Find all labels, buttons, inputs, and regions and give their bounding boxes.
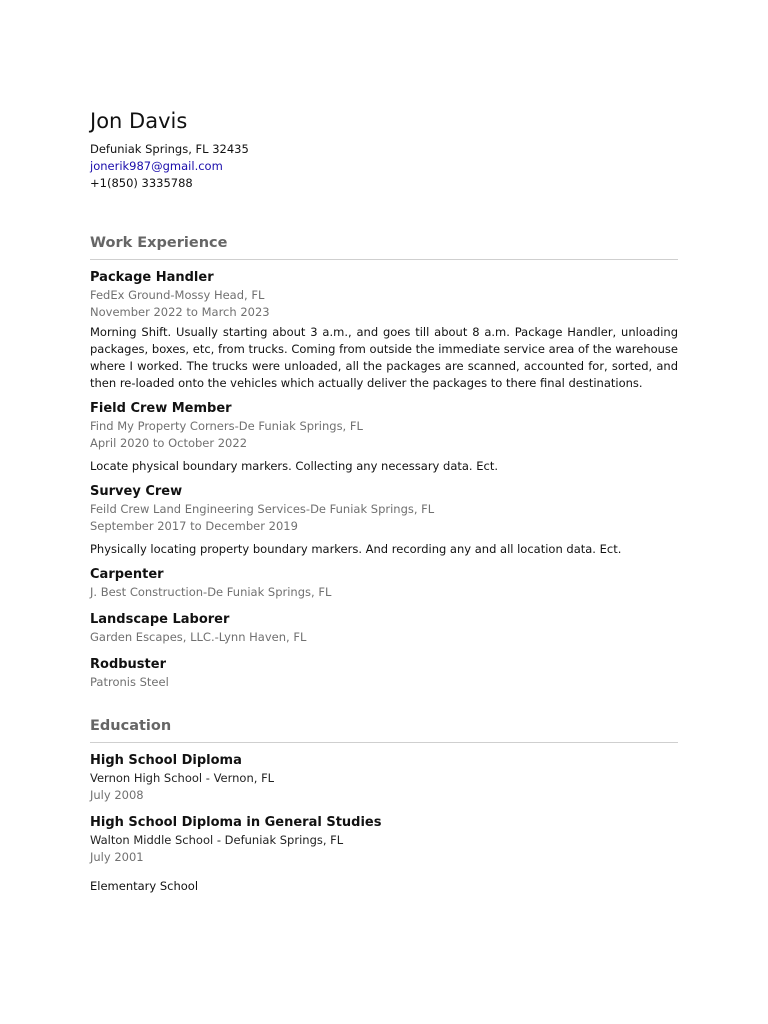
- job-entry: [90, 483, 678, 558]
- job-location: De Funiak Springs, FL: [238, 419, 363, 433]
- job-entry: [90, 611, 678, 646]
- education-extra: Elementary School: [90, 879, 199, 893]
- job-employer: J. Best Construction: [90, 585, 204, 599]
- school: Walton Middle School - Defuniak Springs, FL: [90, 833, 344, 847]
- education-entry: [90, 752, 678, 804]
- job-employer-line: Garden Escapes, LLC.-Lynn Haven, FL: [90, 630, 307, 644]
- job-employer: FedEx Ground: [90, 288, 171, 302]
- job-dates: November 2022 to March 2023: [90, 305, 270, 319]
- job-employer: Garden Escapes, LLC.: [90, 630, 215, 644]
- section-divider: [90, 742, 678, 743]
- job-description: Locate physical boundary markers. Collecting any necessary data. Ect.: [90, 459, 498, 473]
- job-location: De Funiak Springs, FL: [207, 585, 332, 599]
- job-title: Package Handler: [90, 270, 214, 285]
- job-entry: [90, 400, 678, 475]
- job-employer: Patronis Steel: [90, 675, 169, 689]
- job-location: De Funiak Springs, FL: [310, 502, 435, 516]
- section-divider: [90, 259, 678, 260]
- job-entry: [90, 269, 678, 392]
- job-location: Mossy Head, FL: [174, 288, 265, 302]
- job-employer: Feild Crew Land Engineering Services: [90, 502, 306, 516]
- school: Vernon High School - Vernon, FL: [90, 771, 275, 785]
- job-title: Field Crew Member: [90, 401, 232, 416]
- job-location: Lynn Haven, FL: [218, 630, 307, 644]
- job-employer: Find My Property Corners: [90, 419, 235, 433]
- job-description: Morning Shift. Usually starting about 3 a.m., and goes till about 8 a.m. Package Handler, unloading packages, boxes, etc, from trucks. Coming from outside the immediate service area of the warehouse where I worked. The trucks were unloaded, all the packages are scanned, accounted for, sorted, and then re-loaded onto the vehicles which actually deliver the packages to there final destinations.: [90, 325, 678, 390]
- education-date: July 2008: [90, 788, 144, 802]
- degree: High School Diploma in General Studies: [90, 815, 382, 830]
- job-title: Carpenter: [90, 567, 164, 582]
- email-link[interactable]: jonerik987@gmail.com: [90, 159, 223, 173]
- job-entry: [90, 656, 678, 691]
- education-date: July 2001: [90, 850, 144, 864]
- job-dates: April 2020 to October 2022: [90, 436, 248, 450]
- resume-header: [90, 108, 678, 192]
- location: Defuniak Springs, FL 32435: [90, 142, 249, 156]
- job-employer-line: J. Best Construction-De Funiak Springs, FL: [90, 585, 332, 599]
- resume: [90, 108, 678, 895]
- education-entry: [90, 814, 678, 866]
- job-employer-line: FedEx Ground-Mossy Head, FL: [90, 288, 265, 302]
- work-experience-section: [90, 234, 678, 691]
- job-description: Physically locating property boundary markers. And recording any and all location data. Ect.: [90, 542, 622, 556]
- work-section-title: Work Experience: [90, 235, 228, 251]
- phone: +1(850) 3335788: [90, 176, 193, 190]
- candidate-name: Jon Davis: [90, 109, 188, 133]
- job-entry: [90, 566, 678, 601]
- job-dates: September 2017 to December 2019: [90, 519, 298, 533]
- education-section: [90, 717, 678, 895]
- job-title: Landscape Laborer: [90, 612, 230, 627]
- job-title: Rodbuster: [90, 657, 166, 672]
- job-employer-line: Find My Property Corners-De Funiak Springs, FL: [90, 419, 363, 433]
- job-employer-line: Feild Crew Land Engineering Services-De Funiak Springs, FL: [90, 502, 435, 516]
- education-section-title: Education: [90, 718, 172, 734]
- job-title: Survey Crew: [90, 484, 183, 499]
- degree: High School Diploma: [90, 753, 242, 768]
